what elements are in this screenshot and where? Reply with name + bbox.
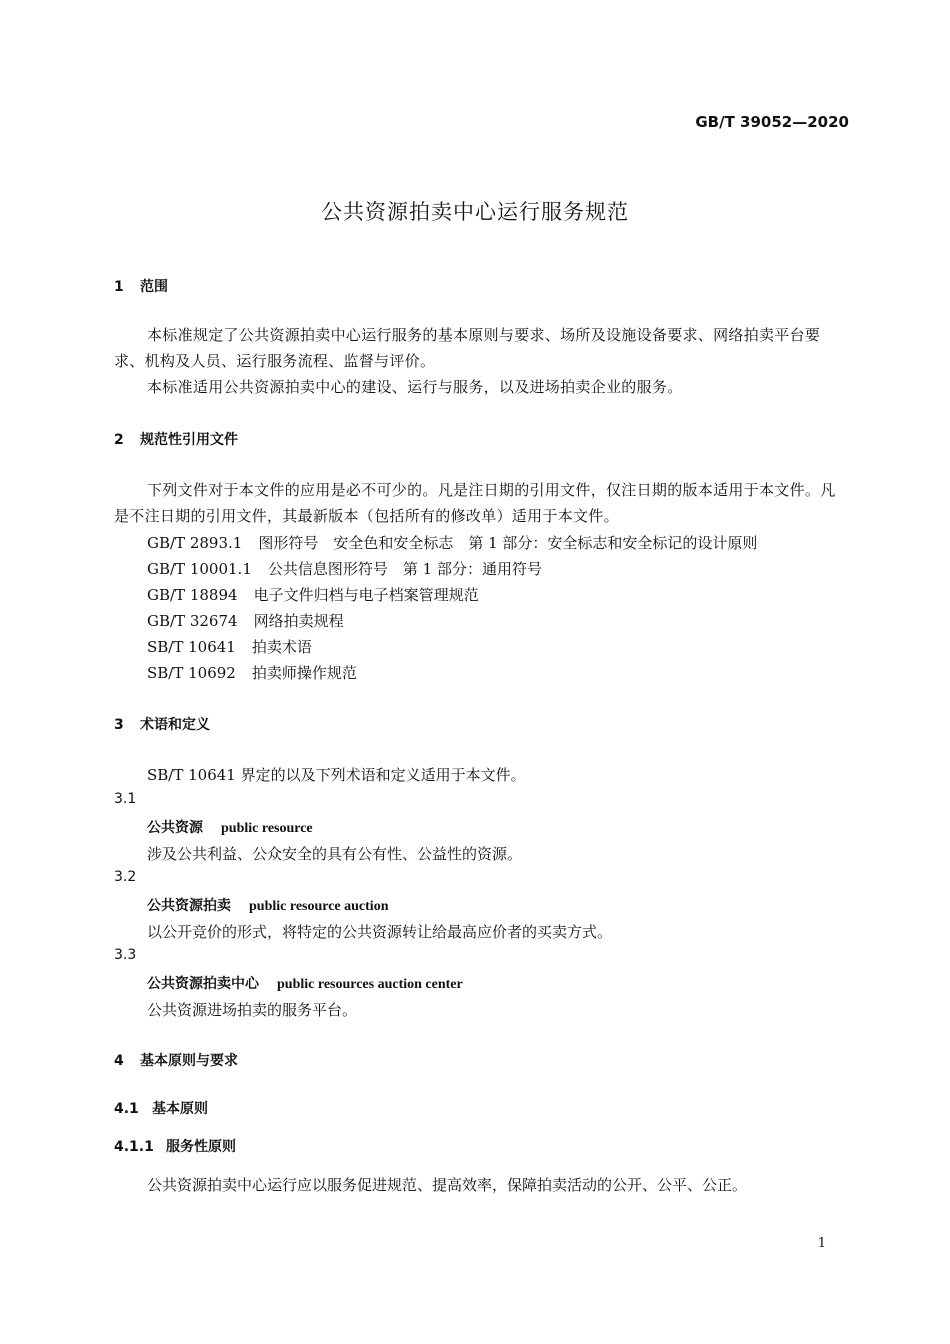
reference-code: GB/T 2893.1: [147, 534, 243, 552]
term-definition: 涉及公共利益、公众安全的具有公有性、公益性的资源。: [147, 845, 523, 863]
reference-code: GB/T 10001.1: [147, 560, 252, 578]
reference-title: 公共信息图形符号 第 1 部分：通用符号: [267, 560, 542, 578]
terms-intro: SB/T 10641 界定的以及下列术语和定义适用于本文件。: [147, 766, 526, 784]
section-number: 3: [114, 717, 124, 733]
standard-number: GB/T 39052—2020: [695, 113, 849, 131]
reference-title: 图形符号 安全色和安全标志 第 1 部分：安全标志和安全标记的设计原则: [258, 534, 758, 552]
term-number: 3.3: [114, 947, 137, 963]
reference-title: 网络拍卖规程: [253, 612, 344, 630]
term-definition: 公共资源进场拍卖的服务平台。: [147, 1001, 358, 1019]
term-number: 3.1: [114, 791, 137, 807]
term-entry: [147, 895, 389, 915]
reference-item: [147, 558, 542, 579]
term-definition: 以公开竞价的形式，将特定的公共资源转让给最高应价者的买卖方式。: [147, 923, 613, 941]
reference-title: 拍卖师操作规范: [251, 664, 357, 682]
reference-code: SB/T 10692: [147, 664, 236, 682]
section-title: 规范性引用文件: [140, 432, 238, 448]
reference-item: [147, 610, 344, 631]
section-title: 基本原则与要求: [140, 1053, 238, 1069]
document-title: 公共资源拍卖中心运行服务规范: [321, 200, 629, 224]
term-zh: 公共资源拍卖中心: [147, 976, 259, 992]
term-en: public resource: [221, 821, 313, 836]
reference-item: [147, 532, 757, 553]
term-entry: [147, 973, 463, 993]
scope-paragraph-1: 本标准规定了公共资源拍卖中心运行服务的基本原则与要求、场所及设施设备要求、网络拍卖平台要求、机构及人员、运行服务流程、监督与评价。: [114, 326, 821, 370]
subsection-4-1-1-heading: [114, 1136, 236, 1156]
term-en: public resource auction: [249, 899, 389, 914]
section-3-heading: [114, 714, 210, 734]
reference-title: 电子文件归档与电子档案管理规范: [253, 586, 479, 604]
reference-item: [147, 662, 357, 683]
reference-item: [147, 636, 312, 657]
section-title: 服务性原则: [166, 1139, 236, 1155]
reference-code: GB/T 18894: [147, 586, 238, 604]
reference-code: GB/T 32674: [147, 612, 238, 630]
normative-references-intro: 下列文件对于本文件的应用是必不可少的。凡是注日期的引用文件，仅注日期的版本适用于本文件。凡是不注日期的引用文件，其最新版本（包括所有的修改单）适用于本文件。: [114, 481, 836, 525]
section-number: 2: [114, 432, 124, 448]
page-number: 1: [817, 1236, 826, 1251]
term-zh: 公共资源拍卖: [147, 898, 231, 914]
scope-paragraph-2: 本标准适用公共资源拍卖中心的建设、运行与服务，以及进场拍卖企业的服务。: [147, 378, 683, 396]
reference-code: SB/T 10641: [147, 638, 236, 656]
section-title: 范围: [140, 279, 168, 295]
section-number: 4.1: [114, 1101, 139, 1117]
reference-item: [147, 584, 479, 605]
subsection-4-1-heading: [114, 1098, 208, 1118]
section-4-heading: [114, 1050, 238, 1070]
section-title: 基本原则: [152, 1101, 208, 1117]
term-zh: 公共资源: [147, 820, 203, 836]
section-title: 术语和定义: [140, 717, 210, 733]
section-number: 4: [114, 1053, 124, 1069]
term-entry: [147, 817, 313, 837]
section-1-heading: [114, 276, 168, 296]
section-number: 1: [114, 279, 124, 295]
reference-title: 拍卖术语: [251, 638, 312, 656]
section-number: 4.1.1: [114, 1139, 154, 1155]
term-number: 3.2: [114, 869, 137, 885]
term-en: public resources auction center: [277, 977, 463, 992]
service-principle-paragraph: 公共资源拍卖中心运行应以服务促进规范、提高效率，保障拍卖活动的公开、公平、公正。: [147, 1176, 748, 1194]
section-2-heading: [114, 429, 238, 449]
